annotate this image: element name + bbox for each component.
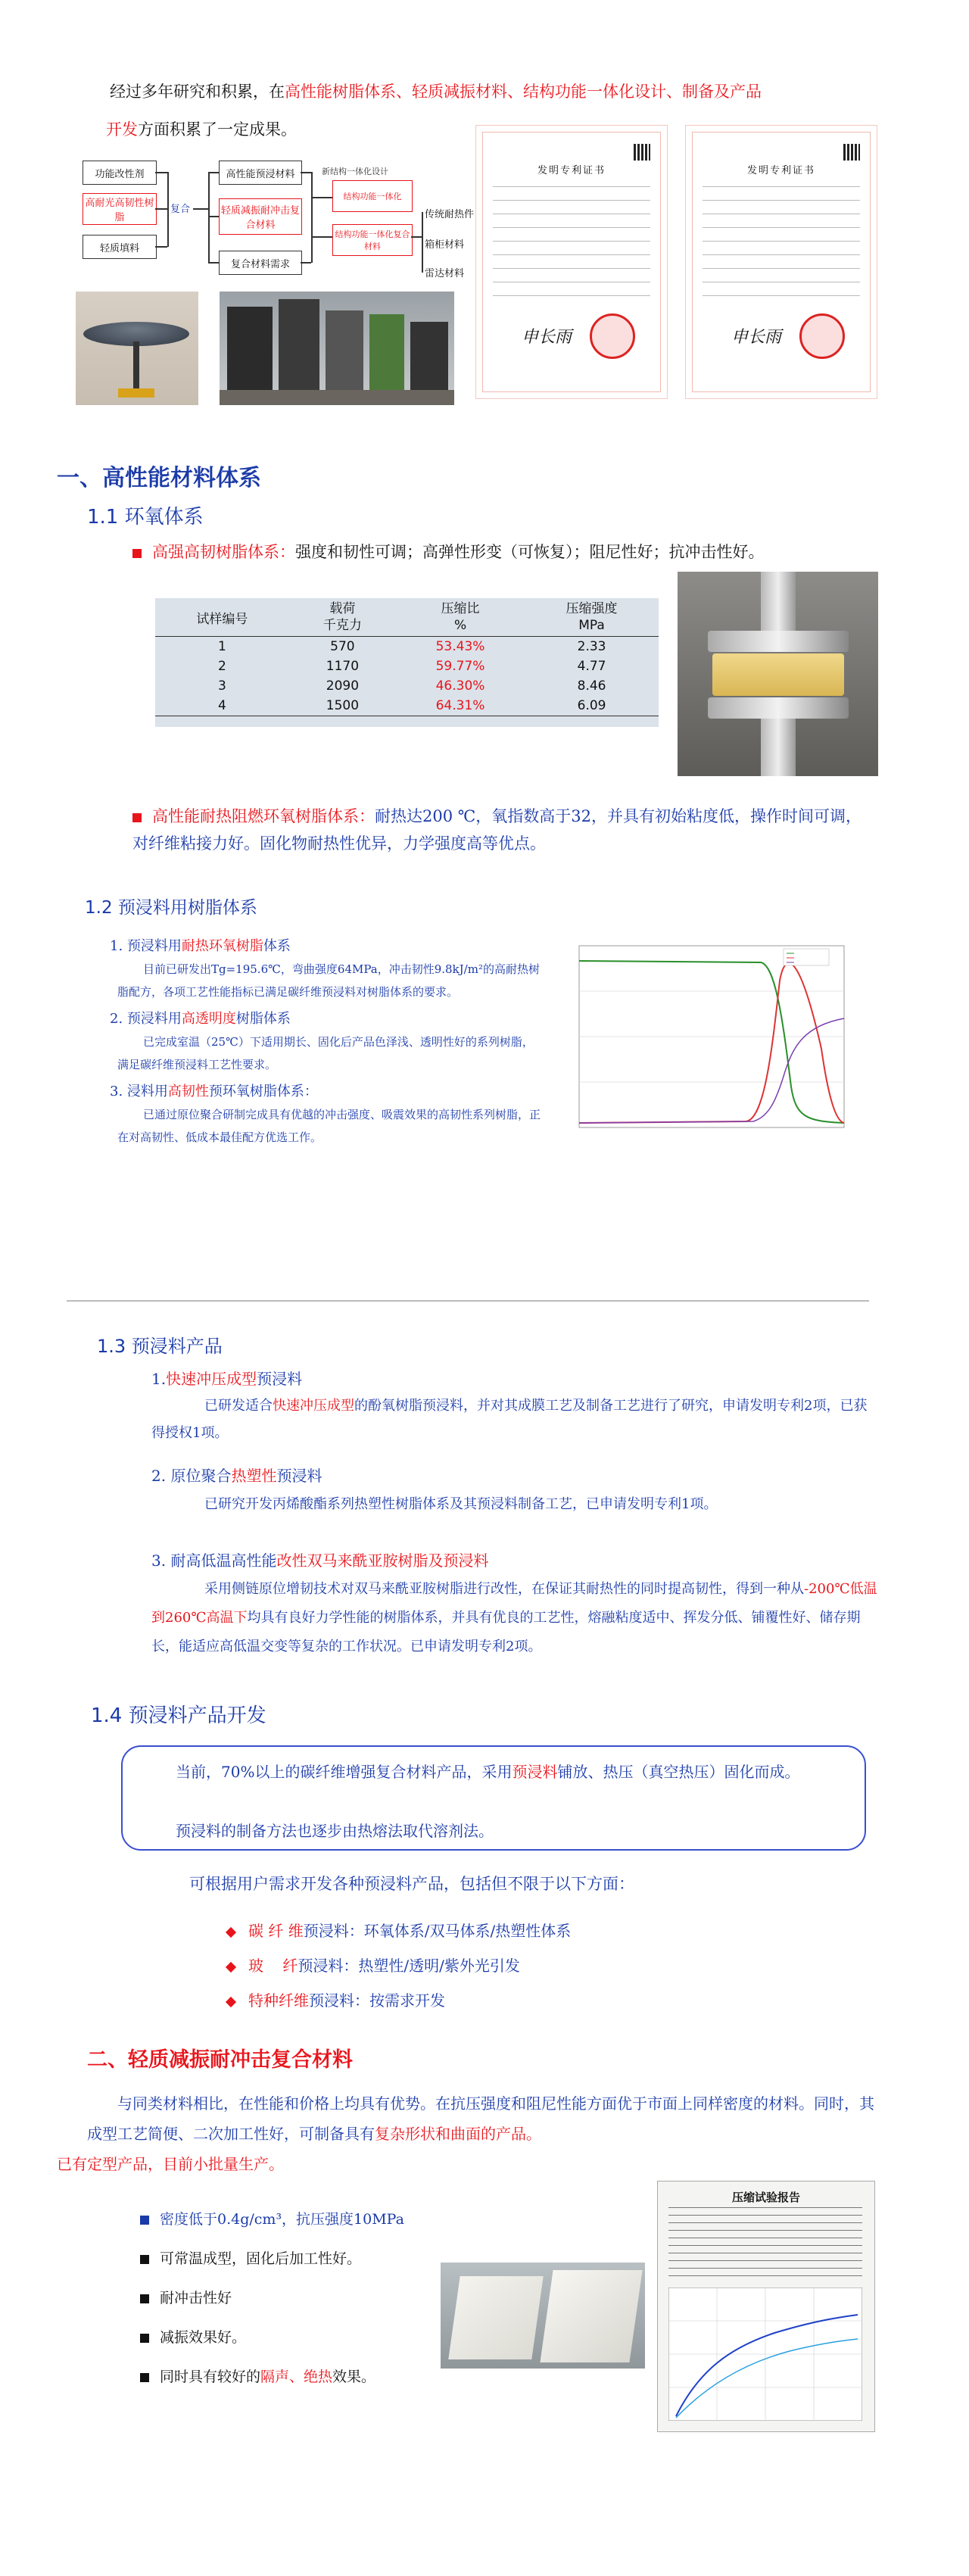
section-1-2-title: 1.2 预浸料用树脂体系 <box>85 898 257 918</box>
epoxy-bullet-2-text: 耐热达200 ℃，氧指数高于32，并具有初始粘度低，操作时间可调，对纤维粘接力好。固化物耐热性优异，力学强度高等优点。 <box>132 807 862 853</box>
list-item: 特种纤维预浸料：按需求开发 <box>227 1983 757 2018</box>
patent-title-1: 发明专利证书 <box>537 165 606 176</box>
prepreg-item-3 <box>151 1546 878 1661</box>
table-row: 2 1170 59.77% 4.77 <box>218 659 606 674</box>
signature-1: 申长雨 <box>522 328 572 347</box>
patent-certificate-1 <box>475 125 668 399</box>
diagram-box-demand: 复合材料需求 <box>219 251 302 275</box>
epoxy-bullet-1-title: 高强高韧树脂体系： <box>152 543 295 561</box>
prepreg-item-3-title: 3. 耐高低温高性能改性双马来酰亚胺树脂及预浸料 <box>151 1552 489 1570</box>
list-item: 可常温成型，固化后加工性好。 <box>140 2239 488 2278</box>
report-curve-chart <box>668 2288 862 2421</box>
prepreg-item-2 <box>151 1461 878 1519</box>
resin-item-1-text: 目前已研发出Tg=195.6℃，弯曲强度64MPa，冲击韧性9.8kJ/m²的高耐热树脂配方，各项工艺性能指标已满足碳纤维预浸料对树脂体系的要求。 <box>117 962 540 999</box>
diagram-out-2: 箱柜材料 <box>425 239 465 251</box>
official-seal-icon <box>590 313 635 359</box>
prepreg-lead: 可根据用户需求开发各种预浸料产品，包括但不限于以下方面： <box>189 1875 634 1893</box>
black-square-bullet-icon <box>140 2373 149 2382</box>
lightweight-panels-photo <box>441 2263 645 2369</box>
resin-item-3-text: 已通过原位聚合研制完成具有优越的冲击强度、吸震效果的高韧性系列树脂，正在对高韧性、低成本最佳配方优选工作。 <box>117 1108 541 1144</box>
signature-2: 申长雨 <box>731 328 782 347</box>
red-diamond-bullet-icon <box>226 1996 236 2007</box>
section-1-title: 一、高性能材料体系 <box>57 465 261 491</box>
intro-highlight-2: 开发 <box>106 120 138 139</box>
compression-report <box>657 2181 875 2432</box>
section-1-1-title: 1.1 环氧体系 <box>87 506 204 529</box>
diagram-box-integration-label: 结构功能一体化 <box>343 192 402 201</box>
prepreg-item-3-text: 采用侧链原位增韧技术对双马来酰亚胺树脂进行改性，在保证其耐热性的同时提高韧性，得到一种从-200℃低温到260℃高温下均具有良好力学性能的树脂体系，并具有优良的工艺性，熔融粘度适中、挥发分低、铺覆性好、储存期长，能适应高低温交变等复杂的工作状况。已申请发明专利2项。 <box>151 1581 877 1654</box>
diagram-box-structure-label: 结构功能一体化复合材料 <box>335 229 410 251</box>
diagram-box-prepreg: 高性能预浸材料 <box>219 161 302 185</box>
section-1-3-title: 1.3 预浸料产品 <box>97 1336 223 1357</box>
list-item: 减振效果好。 <box>140 2318 488 2357</box>
table-row: 4 1500 64.31% 6.09 <box>155 696 659 716</box>
resin-item-2-title: 2. 预浸料用高透明度树脂体系 <box>110 1011 291 1027</box>
epoxy-bullet-1-text: 强度和韧性可调；高弹性形变（可恢复）；阻尼性好；抗冲击性好。 <box>295 543 765 561</box>
resin-item-3-title: 3. 浸料用高韧性预环氧树脂体系： <box>110 1084 318 1099</box>
diagram-box-additive: 功能改性剂 <box>83 161 157 185</box>
diagram-box-resin-label: 高耐光高韧性树脂 <box>85 198 154 223</box>
resin-item-1-title: 1. 预浸料用耐热环氧树脂体系 <box>110 938 291 954</box>
prepreg-info-text-2: 预浸料的制备方法也逐步由热熔法取代溶剂法。 <box>176 1822 494 1840</box>
prepreg-item-1-text: 已研发适合快速冲压成型的酚氧树脂预浸料，并对其成膜工艺及制备工艺进行了研究，申请发明专利2项，已获得授权1项。 <box>151 1398 868 1441</box>
section-2-title: 二、轻质减振耐冲击复合材料 <box>87 2048 353 2072</box>
section-2-paragraph: 与同类材料相比，在性能和价格上均具有优势。在抗压强度和阻尼性能方面优于市面上同样密度的材料。同时，其成型工艺简便、二次加工性好，可制备具有复杂形状和曲面的产品。 已有定型产品，目前小批量生产。 <box>57 2094 874 2173</box>
diagram-box-filler: 轻质填料 <box>83 235 157 259</box>
black-square-bullet-icon <box>140 2334 149 2343</box>
red-square-bullet-icon <box>132 549 142 558</box>
qr-code-icon <box>843 144 860 161</box>
intro-text: 经过多年研究和积累，在 <box>110 83 285 101</box>
prepreg-item-2-title: 2. 原位聚合热塑性预浸料 <box>151 1467 322 1485</box>
diagram-label-design: 新结构一体化设计 <box>322 167 388 176</box>
list-item: 碳 纤 维预浸料：环氧体系/双马体系/热塑性体系 <box>227 1913 757 1948</box>
prepreg-item-1 <box>151 1365 878 1447</box>
radome-photo <box>76 292 198 405</box>
black-square-bullet-icon <box>140 2255 149 2264</box>
diagram-out-1: 传统耐热件 <box>425 209 475 220</box>
compression-test-photo <box>678 572 878 776</box>
th-ratio: 压缩比 % <box>441 601 480 633</box>
intro-highlight: 高性能树脂体系、轻质减振材料、结构功能一体化设计、制备及产品 <box>285 83 762 101</box>
diagram-label-composite: 复合 <box>170 204 191 215</box>
th-sample: 试样编号 <box>196 611 248 627</box>
diagram-box-lightweight <box>219 198 302 235</box>
epoxy-bullet-1 <box>132 539 855 566</box>
list-item: 密度低于0.4g/cm³，抗压强度10MPa <box>140 2200 488 2239</box>
section-divider <box>67 1300 869 1302</box>
prepreg-info-text: 当前，70%以上的碳纤维增强复合材料产品，采用预浸料铺放、热压（真空热压）固化而成。 <box>176 1763 800 1781</box>
list-item: 同时具有较好的隔声、绝热效果。 <box>140 2357 488 2397</box>
list-item: 玻 纤预浸料：热塑性/透明/紫外光引发 <box>227 1948 757 1983</box>
qr-code-icon <box>634 144 650 161</box>
diagram-box-structure <box>332 224 413 256</box>
red-diamond-bullet-icon <box>226 1926 236 1937</box>
prepreg-info-box <box>121 1745 866 1851</box>
table-row: 3 2090 46.30% 8.46 <box>218 678 606 694</box>
black-square-bullet-icon <box>140 2294 149 2303</box>
diagram-box-integration <box>332 180 413 212</box>
list-item: 耐冲击性好 <box>140 2278 488 2318</box>
intro-text-2: 方面积累了一定成果。 <box>138 120 297 139</box>
patent-certificate-2 <box>685 125 877 399</box>
diagram-out-3: 雷达材料 <box>425 268 465 279</box>
prepreg-item-2-text: 已研究开发丙烯酸酯系列热塑性树脂体系及其预浸料制备工艺，已申请发明专利1项。 <box>204 1496 718 1512</box>
th-strength: 压缩强度 MPa <box>566 601 618 633</box>
section-1-4-title: 1.4 预浸料产品开发 <box>91 1704 266 1727</box>
epoxy-bullet-2-title: 高性能耐热阻燃环氧树脂体系： <box>152 807 375 825</box>
prepreg-item-1-title: 1.快速冲压成型预浸料 <box>151 1370 303 1388</box>
diagram-box-lightweight-label: 轻质减振耐冲击复合材料 <box>220 205 300 231</box>
blue-square-bullet-icon <box>140 2216 149 2225</box>
diagram-box-resin <box>83 193 157 225</box>
report-title: 压缩试验报告 <box>731 2191 800 2204</box>
epoxy-bullet-2 <box>132 803 867 857</box>
red-diamond-bullet-icon <box>226 1961 236 1972</box>
table-row: 1 570 53.43% 2.33 <box>155 637 659 657</box>
components-photo <box>220 292 454 405</box>
resin-item-2-text: 已完成室温（25℃）下适用期长、固化后产品色泽浅、透明性好的系列树脂，满足碳纤维预浸料工艺性要求。 <box>117 1035 534 1071</box>
th-load: 载荷 千克力 <box>322 601 362 633</box>
red-square-bullet-icon <box>132 813 142 822</box>
section-2-bullets <box>140 2200 488 2397</box>
prepreg-product-list <box>227 1913 757 2018</box>
official-seal-icon <box>799 313 845 359</box>
dma-curve-chart <box>549 935 874 1147</box>
patent-title-2: 发明专利证书 <box>746 165 815 176</box>
process-diagram <box>72 151 475 288</box>
compression-table <box>155 598 659 727</box>
resin-list <box>110 935 541 1149</box>
